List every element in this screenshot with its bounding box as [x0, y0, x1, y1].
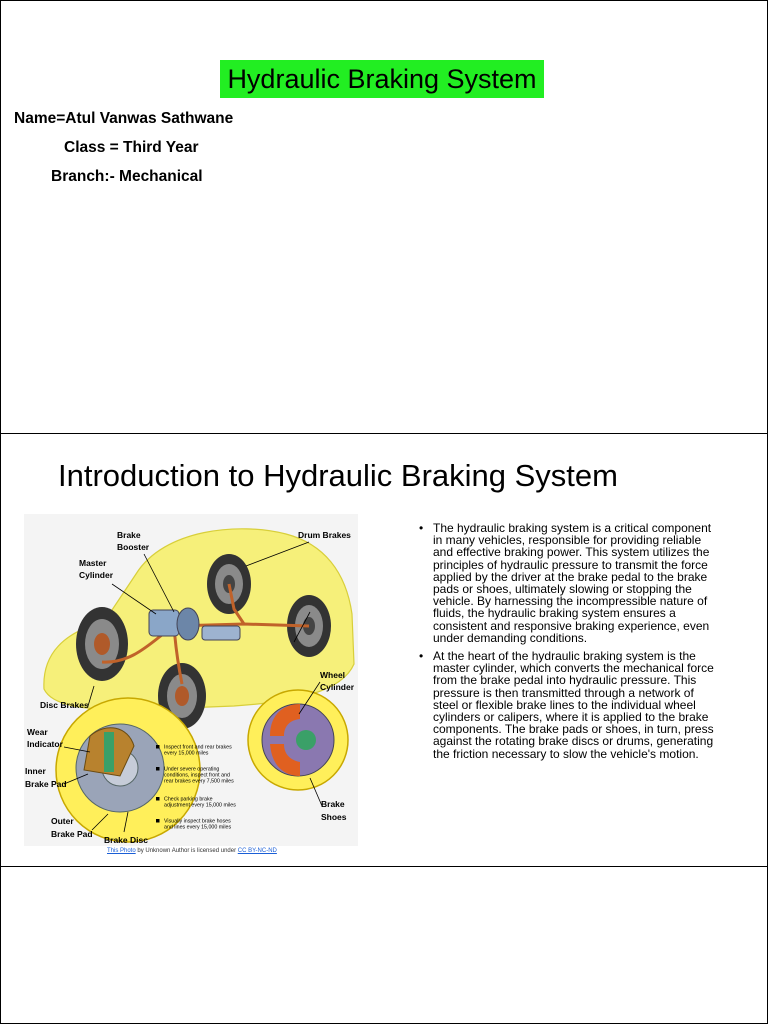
hydraulic-brake-diagram — [24, 514, 358, 846]
label-drum-brakes: Drum Brakes — [298, 530, 351, 540]
branch-info: Branch:- Mechanical — [51, 168, 203, 185]
label-wheel-cylinder-1: Wheel — [320, 670, 346, 680]
label-brake-booster-2: Booster — [117, 542, 150, 552]
label-disc-brakes: Disc Brakes — [40, 700, 89, 710]
bullet-item: • The hydraulic braking system is a critical component in many vehicles, responsible for providing reliable and effective braking power. This system utilizes the principles of hydraulic pressure to transmit the force applied by the driver at the brake pedal to the brake pads or shoes, ultimately slowing or stopping the vehicle. By harnessing the incompressible nature of fluids, the hydraulic braking system ensures a consistent and responsive braking experience, even under demanding conditions. — [417, 522, 717, 644]
tip-1-line-1: Inspect front and rear brakes — [164, 744, 232, 751]
label-outer-brake-pad-1: Outer — [51, 816, 74, 826]
bullet-list — [417, 522, 717, 766]
slide-title-highlighted: Hydraulic Braking System — [220, 60, 544, 98]
author-name: Name=Atul Vanwas Sathwane — [14, 110, 234, 127]
tip-4-line-1: Visually inspect brake hoses — [164, 818, 231, 825]
bullet-item: • At the heart of the hydraulic braking system is the master cylinder, which converts the mechanical force from the brake pedal into hydraulic pressure. This pressure is then transmitted through a network of steel or flexible brake lines to the individual wheel cylinders or calipers, where it is applied to the brake components. The brake pads or shoes, in turn, press against the rotating brake discs or drums, generating the friction necessary to slow the vehicle's motion. — [417, 650, 717, 760]
image-credit — [107, 848, 277, 854]
drum-brake-detail — [248, 690, 348, 790]
label-inner-brake-pad-1: Inner — [25, 766, 46, 776]
class-info: Class = Third Year — [64, 139, 199, 156]
tip-1-line-2: every 15,000 miles — [164, 750, 209, 757]
blank-slide — [0, 866, 768, 1024]
label-wheel-cylinder-2: Cylinder — [320, 682, 355, 692]
tip-3-line-2: adjustment every 15,000 miles — [164, 802, 236, 809]
front-left-wheel — [76, 607, 128, 681]
label-brake-shoes-1: Brake — [321, 799, 345, 809]
tip-3-line-1: Check parking brake — [164, 796, 213, 803]
label-brake-booster-1: Brake — [117, 530, 141, 540]
label-brake-disc: Brake Disc — [104, 835, 148, 845]
label-wear-indicator-2: Indicator — [27, 739, 63, 749]
tip-2-line-1: Under severe operating — [164, 766, 220, 773]
credit-text: by Unknown Author is licensed under — [135, 848, 238, 854]
label-master-cylinder-1: Master — [79, 558, 107, 568]
tip-2-line-3: rear brakes every 7,500 miles — [164, 778, 234, 785]
label-outer-brake-pad-2: Brake Pad — [51, 829, 93, 839]
tip-4-line-2: and lines every 15,000 miles — [164, 824, 232, 831]
label-master-cylinder-2: Cylinder — [79, 570, 114, 580]
label-wear-indicator-1: Wear — [27, 727, 48, 737]
license-link[interactable]: CC BY-NC-ND — [237, 848, 277, 854]
tip-2-line-2: conditions, inspect front and — [164, 772, 230, 779]
label-inner-brake-pad-2: Brake Pad — [25, 779, 67, 789]
slide-heading: Introduction to Hydraulic Braking System — [58, 458, 618, 493]
photo-link[interactable]: This Photo — [107, 848, 136, 854]
label-brake-shoes-2: Shoes — [321, 812, 347, 822]
